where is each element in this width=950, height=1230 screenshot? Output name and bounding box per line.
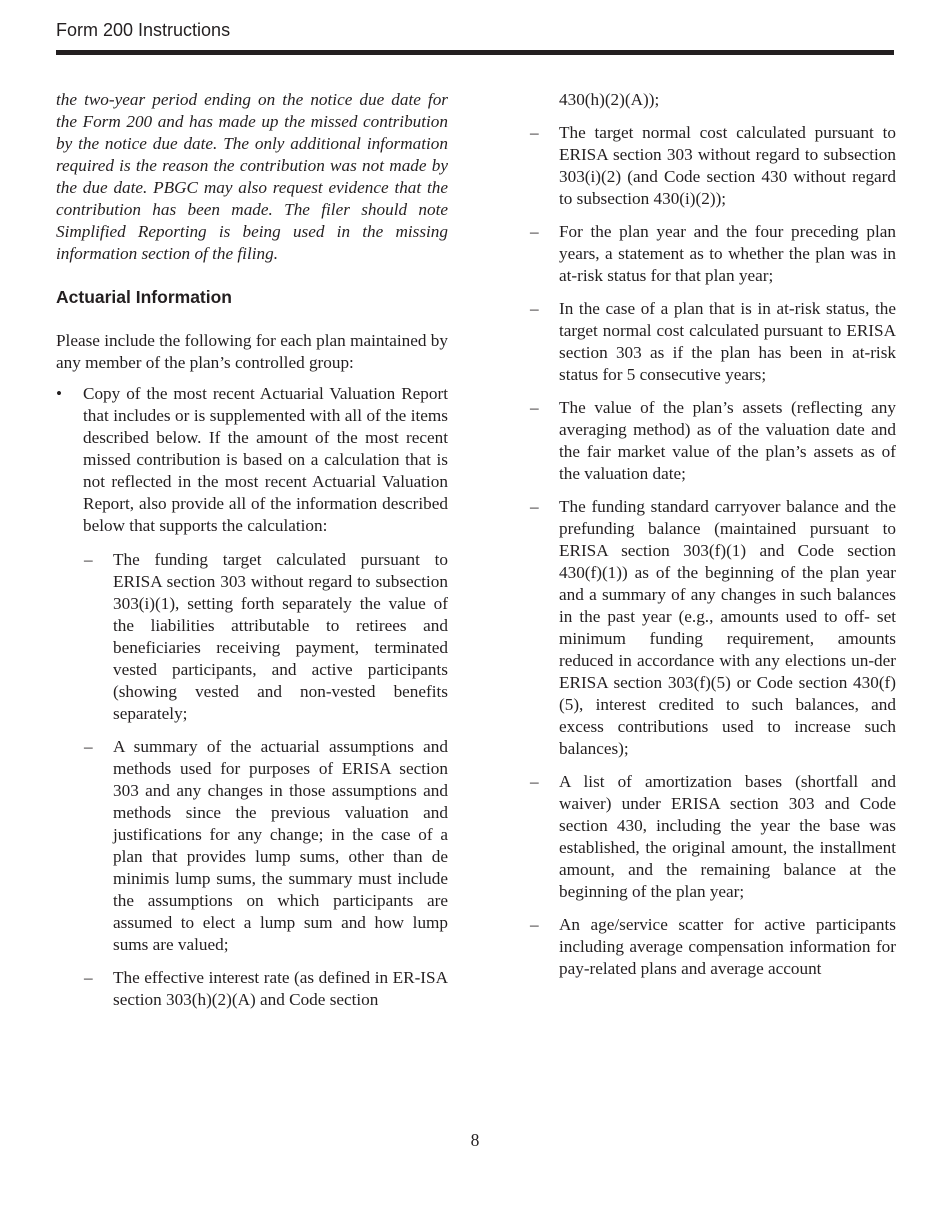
lead-paragraph: Please include the following for each plan maintained by any member of the plan’s controlled group:	[56, 331, 448, 372]
list-item	[530, 496, 896, 760]
list-item-text: A list of amortization bases (shortfall and waiver) under ERISA section 303 and Code section 430, including the year the base was established, the original amount, the installment amount, and the remaining balance at the beginning of the plan year;	[559, 772, 896, 901]
left-column	[56, 89, 448, 1011]
list-item-text: The funding target calculated pursuant to ERISA section 303 without regard to subsection 303(i)(1), setting forth separately the value of the liabilities attributable to retirees and beneficiaries receiving payment, terminated vested participants, and active participants (showing vested and non-vested benefits separately;	[113, 550, 448, 723]
list-item	[530, 914, 896, 980]
list-item	[530, 221, 896, 287]
header-divider	[56, 50, 894, 55]
list-item	[84, 549, 448, 725]
list-item	[84, 736, 448, 956]
list-item-text: The effective interest rate (as defined in ER-ISA section 303(h)(2)(A) and Code section	[113, 968, 448, 1009]
continued-text: 430(h)(2)(A));	[559, 90, 660, 109]
list-item-text: In the case of a plan that is in at-risk status, the target normal cost calculated pursuant to ERISA section 303 as if the plan has been in at-risk status for 5 consecutive years;	[559, 299, 896, 384]
dash-marker: –	[84, 550, 93, 569]
dash-marker: –	[530, 398, 539, 417]
dash-marker: –	[530, 497, 539, 516]
list-item-text: An age/service scatter for active participants including average compensation information for pay-related plans and average account	[559, 915, 896, 978]
page-header-title: Form 200 Instructions	[56, 20, 231, 40]
list-item	[530, 397, 896, 485]
bullet-item	[56, 383, 448, 537]
list-item	[530, 771, 896, 903]
dash-marker: –	[530, 123, 539, 142]
right-column	[530, 89, 896, 980]
dash-marker: –	[84, 968, 93, 987]
dash-marker: –	[530, 222, 539, 241]
bullet-marker: •	[56, 384, 63, 403]
dash-marker: –	[530, 299, 539, 318]
bullet-text: Copy of the most recent Actuarial Valuation Report that includes or is supplemented with all of the items described below. If the amount of the most recent missed contribution is based on a calculation that is not reflected in the most recent Actuarial Valuation Report, also provide all of the information described below that supports the calculation:	[83, 384, 448, 535]
list-item-text: For the plan year and the four preceding plan years, a statement as to whether the plan was in at-risk status for that plan year;	[559, 222, 896, 285]
list-item-text: The funding standard carryover balance and the prefunding balance (maintained pursuant to ERISA section 303(f)(1) and Code section 430(f)(1)) as of the beginning of the plan year and a summary of any changes in such balances in the past year (e.g., amounts used to off- set minimum funding requirement, amounts reduced in accordance with any elections un-der ERISA section 303(f)(5) or Code section 430(f)(5), interest credited to such balances, and excess contributions used to increase such balances);	[559, 497, 896, 758]
dash-marker: –	[530, 915, 539, 934]
page-number: 8	[470, 1130, 480, 1150]
list-item	[84, 967, 448, 1011]
dash-marker: –	[530, 772, 539, 791]
section-heading: Actuarial Information	[56, 287, 232, 307]
dash-marker: –	[84, 737, 93, 756]
list-item-text: The target normal cost calculated pursuant to ERISA section 303 without regard to subsection 303(i)(2) (and Code section 430 without regard to subsection 430(i)(2));	[559, 123, 896, 208]
intro-paragraph: the two-year period ending on the notice due date for the Form 200 and has made up the missed contribution by the notice due date. The only additional information required is the reason the contribution was not made by the due date. PBGC may also request evidence that the contribution has been made. The filer should note Simplified Reporting is being used in the missing information section of the filing.	[56, 90, 448, 263]
list-item-text: The value of the plan’s assets (reflecting any averaging method) as of the valuation date and the fair market value of the plan’s assets as of the valuation date;	[559, 398, 896, 483]
list-item	[530, 298, 896, 386]
list-item	[530, 122, 896, 210]
list-item-text: A summary of the actuarial assumptions and methods used for purposes of ERISA section 303 and any changes in those assumptions and methods since the previous valuation and justifications for any change; in the case of a plan that provides lump sums, other than de minimis lump sums, the summary must include the assumptions on which participants are assumed to elect a lump sum and how lump sums are valued;	[113, 737, 448, 954]
